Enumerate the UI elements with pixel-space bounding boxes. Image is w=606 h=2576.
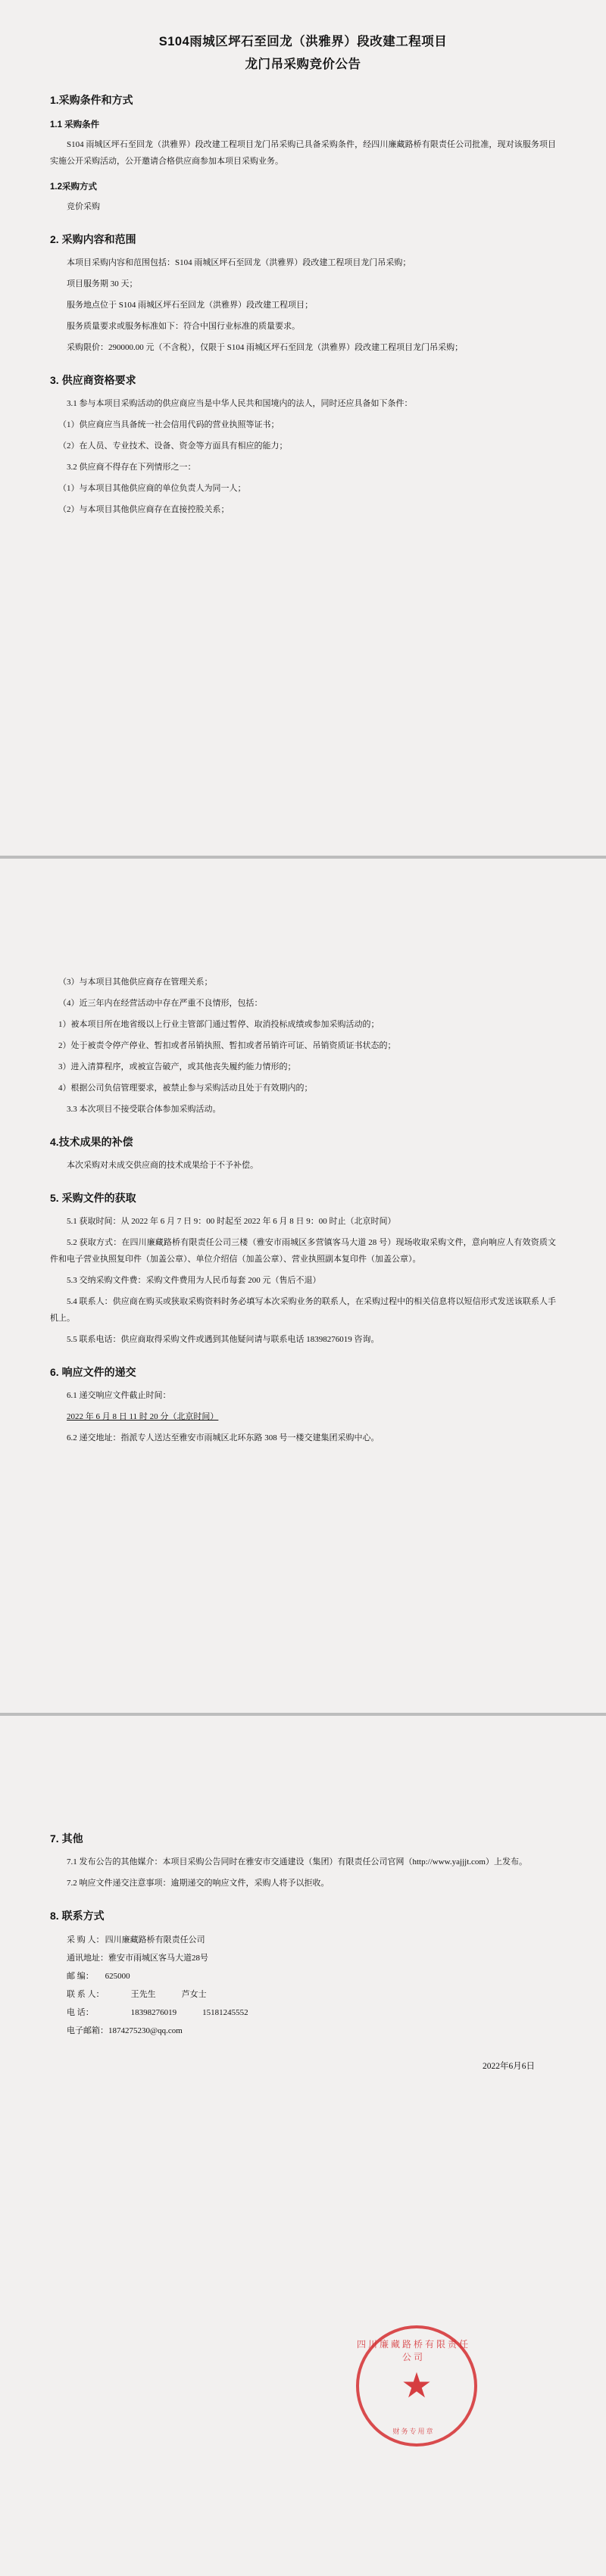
section-heading-4: 4.技术成果的补偿 xyxy=(50,1136,133,1148)
paragraph-3-2-4-2: 2）处于被责令停产停业、暂扣或者吊销执照、暂扣或者吊销许可证、吊销资质证书状态的； xyxy=(58,1041,396,1050)
contact-buyer-row xyxy=(67,1931,556,1949)
paragraph-3-2-4: （4）近三年内在经营活动中存在严重不良情形，包括： xyxy=(58,999,263,1008)
contact-postcode-row xyxy=(67,1967,556,1985)
contact-person-1: 王先生 xyxy=(130,1990,156,1999)
paragraph-1-2-1: 竞价采购 xyxy=(67,202,100,211)
subsection-heading-1-2: 1.2采购方式 xyxy=(50,182,97,192)
paragraph-2-5: 采购限价：290000.00 元（不含税），仅限于 S104 雨城区坪石至回龙（洪雅界）段改建工程项目龙门吊采购； xyxy=(67,343,464,352)
paragraph-7-2: 7.2 响应文件递交注意事项：逾期递交的响应文件，采购人将予以拒收。 xyxy=(67,1879,330,1888)
contact-buyer-value: 四川廉藏路桥有限责任公司 xyxy=(105,1935,205,1944)
paragraph-6-1-1: 2022 年 6 月 8 日 11 时 20 分（北京时间） xyxy=(67,1412,219,1421)
paragraph-3-2-3: （3）与本项目其他供应商存在管理关系； xyxy=(58,978,213,987)
contact-address-row xyxy=(67,1949,556,1967)
contact-postcode-label: 邮 编： xyxy=(67,1972,94,1981)
paragraph-2-2: 项目服务期 30 天； xyxy=(67,279,138,288)
contact-email-value: 1874275230@qq.com xyxy=(108,2026,183,2035)
contact-person-2: 芦女士 xyxy=(181,1990,207,1999)
paragraph-3-1-2: （2）在人员、专业技术、设备、资金等方面具有相应的能力； xyxy=(58,441,288,451)
paragraph-2-1: 本项目采购内容和范围包括：S104 雨城区坪石至回龙（洪雅界）段改建工程项目龙门吊采购； xyxy=(67,258,411,267)
paragraph-5-2: 5.2 获取方式：在四川廉藏路桥有限责任公司三楼（雅安市雨城区多营镇客马大道 28 号）现场收取采购文件，意向响应人有效资质文件和电子营业执照复印件（加盖公章）、单位介绍信（加盖公章）、营业执照副本复印件（加盖公章）。 xyxy=(50,1238,556,1264)
contact-postcode-value: 625000 xyxy=(105,1972,130,1981)
document-page-2 xyxy=(0,859,606,1713)
contact-address-value: 雅安市雨城区客马大道28号 xyxy=(108,1954,208,1963)
paragraph-2-3: 服务地点位于 S104 雨城区坪石至回龙（洪雅界）段改建工程项目； xyxy=(67,301,314,310)
paragraph-3-1-1: （1）供应商应当具备统一社会信用代码的营业执照等证书； xyxy=(58,420,280,429)
contact-block xyxy=(67,1931,556,2040)
contact-email-row xyxy=(67,2022,556,2040)
paragraph-3-2-4-1: 1）被本项目所在地省级以上行业主管部门通过暂停、取消投标成绩或参加采购活动的； xyxy=(58,1020,380,1029)
contact-persons-label: 联 系 人： xyxy=(67,1990,105,1999)
seal-ring xyxy=(356,2325,477,2447)
contact-phone-2: 15181245552 xyxy=(202,2008,248,2017)
seal-top-text: 四川廉藏路桥有限责任公司 xyxy=(356,2339,470,2362)
paragraph-5-4: 5.4 联系人：供应商在购买或狭取采购资料时务必填写本次采购业务的联系人，在采购过程中的相关信息将以短信形式发送该联系人手机上。 xyxy=(50,1297,556,1323)
paragraph-5-5: 5.5 联系电话：供应商取得采购文件或遇到其他疑问请与联系电话 18398276019 咨询。 xyxy=(67,1335,380,1344)
paragraph-3-2-4-3: 3）进入清算程序，或被宣告破产，或其他丧失履约能力情形的； xyxy=(58,1062,296,1071)
page-title xyxy=(50,30,556,76)
section-heading-7: 7. 其他 xyxy=(50,1832,83,1845)
company-seal-stamp xyxy=(356,2325,477,2447)
paragraph-3-1: 3.1 参与本项目采购活动的供应商应当是中华人民共和国境内的法人，同时还应具备如下条件： xyxy=(67,399,413,408)
seal-bottom-text: 财务专用章 xyxy=(392,2428,435,2435)
document-title-line-1: S104雨城区坪石至回龙（洪雅界）段改建工程项目 xyxy=(158,35,448,48)
paragraph-3-3: 3.3 本次项目不接受联合体参加采购活动。 xyxy=(67,1105,221,1114)
document-page-3 xyxy=(0,1716,606,2576)
section-heading-3: 3. 供应商资格要求 xyxy=(50,374,136,386)
section-heading-8: 8. 联系方式 xyxy=(50,1910,105,1922)
star-icon: ★ xyxy=(401,2366,433,2405)
contact-email-label: 电子邮箱： xyxy=(67,2026,108,2035)
section-heading-6: 6. 响应文件的递交 xyxy=(50,1366,136,1378)
paragraph-3-2-2: （2）与本项目其他供应商存在直接控股关系； xyxy=(58,505,230,514)
paragraph-1-1-1: S104 雨城区坪石至回龙（洪雅界）段改建工程项目龙门吊采购已具备采购条件，经四川廉藏路桥有限责任公司批准，现对该服务项目实施公开采购活动，公开邀请合格供应商参加本项目采购业务。 xyxy=(50,140,556,166)
section-heading-5: 5. 采购文件的获取 xyxy=(50,1192,136,1204)
paragraph-5-3: 5.3 交纳采购文件费：采购文件费用为人民币每套 200 元（售后不退） xyxy=(67,1276,321,1285)
paragraph-2-4: 服务质量要求或服务标准如下：符合中国行业标准的质量要求。 xyxy=(67,322,300,331)
subsection-heading-1-1: 1.1 采购条件 xyxy=(50,120,100,129)
document-date: 2022年6月6日 xyxy=(483,2062,535,2071)
section-heading-1: 1.采购条件和方式 xyxy=(50,94,133,106)
document-page-1 xyxy=(0,0,606,856)
contact-phone-1: 18398276019 xyxy=(130,2008,177,2017)
contact-phone-label: 电 话： xyxy=(67,2008,94,2017)
paragraph-4-1: 本次采购对未成交供应商的技术成果给于不予补偿。 xyxy=(67,1161,258,1170)
contact-address-label: 通讯地址： xyxy=(67,1954,108,1963)
paragraph-7-1: 7.1 发布公告的其他媒介：本项目采购公告同时在雅安市交通建设（集团）有限责任公司官网（http://www.yajjjt.com）上发布。 xyxy=(67,1857,527,1867)
paragraph-6-1: 6.1 递交响应文件截止时间： xyxy=(67,1391,171,1400)
contact-buyer-label: 采 购 人： xyxy=(67,1935,105,1944)
document-title-line-2: 龙门吊采购竞价公告 xyxy=(245,58,361,71)
contact-phone-row xyxy=(67,2004,556,2022)
section-heading-2: 2. 采购内容和范围 xyxy=(50,233,136,245)
paragraph-5-1: 5.1 获取时间：从 2022 年 6 月 7 日 9：00 时起至 2022 年 6 月 8 日 9：00 时止（北京时间） xyxy=(67,1217,396,1226)
paragraph-3-2-4-4: 4）根据公司负信管理要求，被禁止参与采购活动且处于有效期内的； xyxy=(58,1084,313,1093)
paragraph-6-2: 6.2 递交地址：指派专人送达至雅安市雨城区北环东路 308 号一楼交建集团采购中心。 xyxy=(67,1433,380,1442)
paragraph-3-2-1: （1）与本项目其他供应商的单位负责人为同一人； xyxy=(58,484,246,493)
paragraph-3-2: 3.2 供应商不得存在下列情形之一： xyxy=(67,463,196,472)
contact-persons-row xyxy=(67,1985,556,2004)
